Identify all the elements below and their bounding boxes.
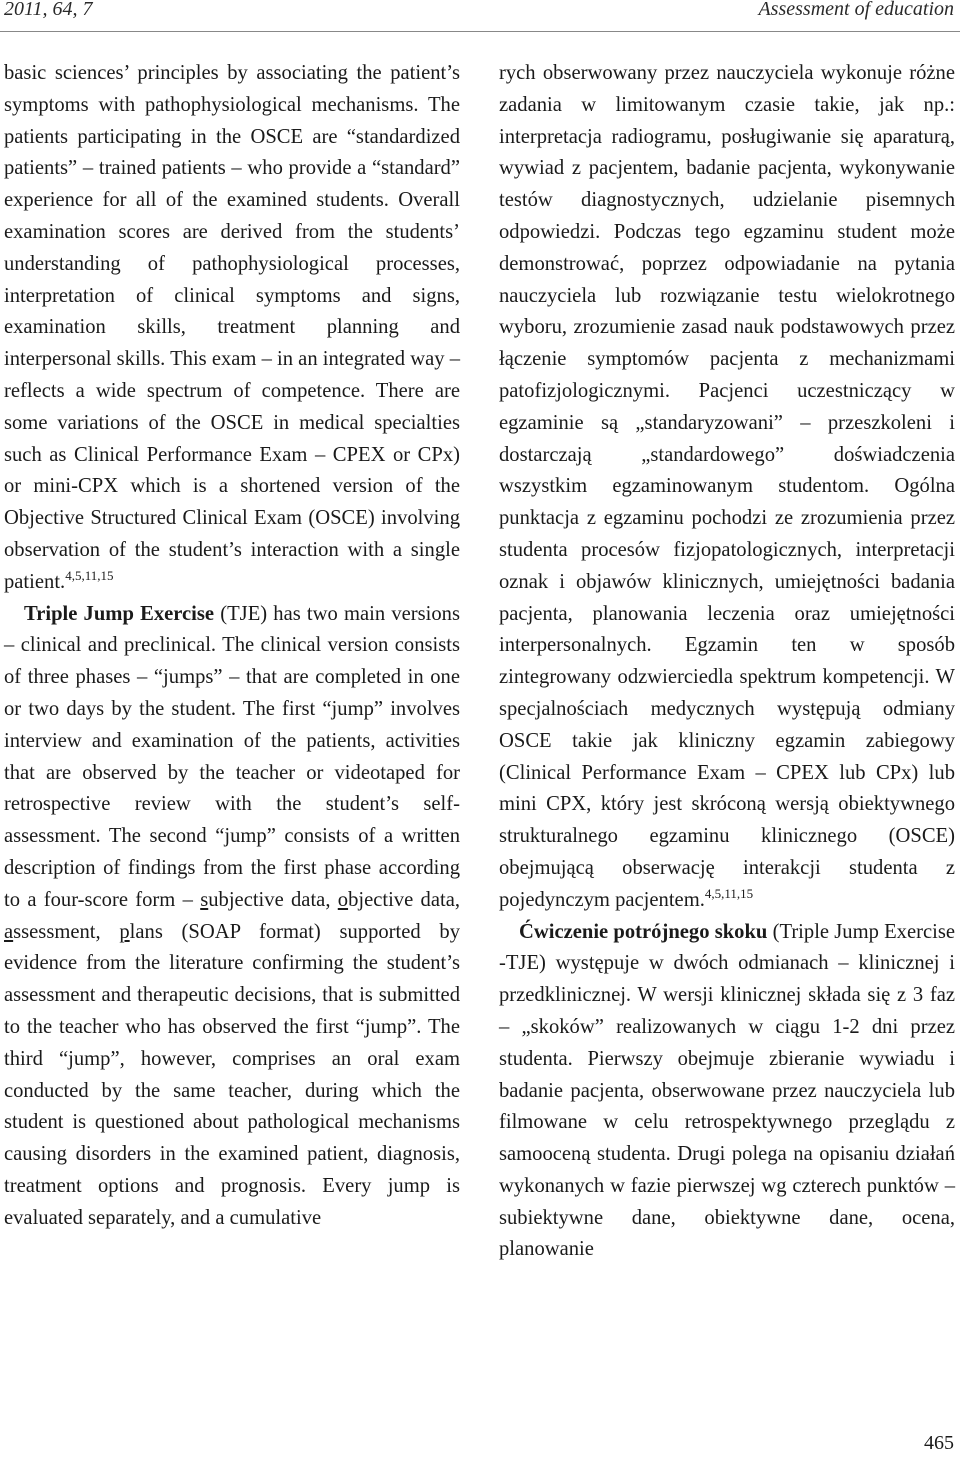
acronym-letter: o <box>337 888 349 911</box>
paragraph <box>499 917 955 1267</box>
right-column <box>499 58 955 1266</box>
journal-issue: 2011, 64, 7 <box>4 0 93 20</box>
paragraph-text: lans (SOAP format) supported by evidence from the literature confirming the student’s assessment and therapeutic decisions, that is submitted to the teacher who has observed the first “jump”. The third “jump”, however, comprises an oral exam conducted by the same teacher, during which the student is questioned about pathological mechanisms causing disorders in the examined patient, diagnosis, treatment options and prognosis. Every jump is evaluated separately, and a cumulative <box>4 920 460 1229</box>
paragraph-text: rych obserwowany przez nauczyciela wykonuje różne zadania w limitowanym czasie takie, jak np.: interpretacja radiogramu, posługiwanie się aparaturą, wywiad z pacjentem, badanie pacjenta, wykonywanie testów diagnostycznych, udzielanie pisemnych odpowiedzi. Podczas tego egzaminu student może demonstrować, poprzez odpowiadanie na pytania nauczyciela lub rozwiązanie testu wielokrotnego wyboru, zrozumienie zasad nauk podstawowych przez łączenie symptomów pacjenta z mechanizmami patofizjologicznymi. Pacjenci uczestniczący w egzaminie są „standaryzowani” – przeszkoleni i dostarczają „standardowego” doświadczenia wszystkim egzaminowanym studentom. Ogólna punktacja z egzaminu pochodzi ze zrozumienia przez studenta procesów fizjopatologicznych, interpretacji oznak i objawów klinicznych, umiejętności badania pacjenta, planowania leczenia oraz umiejętności interpersonalnych. Egzamin ten w sposób zintegrowany odzwierciedla spektrum kompetencji. W specjalnościach medycznych występują odmiany OSCE takie jak kliniczny egzamin zabiegowy (Clinical Performance Exam – CPEX lub CPx) lub mini CPX, który jest skróconą wersją obiektywnego strukturalnego egzaminu klinicznego (OSCE) obejmującą obserwację interakcji studenta z pojedynczym pacjentem. <box>499 62 955 911</box>
acronym-letter: s <box>200 888 209 911</box>
paragraph-text: (TJE) has two main versions – clinical and preclinical. The clinical version consists of three phases – “jumps” – that are completed in one or two days by the student. The first “jump” involves interview and examination of the patients, activities that are observed by the teacher or videotaped for retrospective review with the student’s self-assessment. The second “jump” consists of a written description of findings from the first phase according to a four-score form – <box>4 602 460 911</box>
page-number: 465 <box>924 1432 954 1454</box>
acronym-letter: a <box>4 920 14 943</box>
citation-superscript: 4,5,11,15 <box>65 567 114 583</box>
citation-superscript: 4,5,11,15 <box>704 885 754 901</box>
paragraph <box>4 599 460 1235</box>
paragraph-text: ubjective data, <box>208 888 338 911</box>
term-heading: Triple Jump Exercise <box>24 602 215 625</box>
paragraph <box>4 58 460 599</box>
paragraph-text: bjective data, <box>348 888 460 911</box>
paragraph-text: basic sciences’ principles by associating the patient’s symptoms with pathophysiological mechanisms. The patients participating in the OSCE are “standardized patients” – trained patients – who provide a “standard” experience for all of the examined students. Overall examination scores are derived from the students’ understanding of pathophysiological processes, interpretation of clinical symptoms and signs, examination skills, treatment planning and interpersonal skills. This exam – in an integrated way – reflects a wide spectrum of competence. There are some variations of the OSCE in medical specialties such as Clinical Performance Exam – CPEX or CPx) or mini-CPX which is a shortened version of the Objective Structured Clinical Exam (OSCE) involving observation of the student’s interaction with a single patient. <box>4 62 461 593</box>
acronym-letter: p <box>119 920 130 943</box>
paragraph-text: ssessment, <box>13 920 120 943</box>
section-title: Assessment of education <box>758 0 954 20</box>
paragraph <box>499 58 955 917</box>
paragraph-text: (Triple Jump Exercise -TJE) występuje w dwóch odmianach – klinicznej i przedklinicznej. W wersji klinicznej składa się z 3 faz – „skoków” realizowanych w ciągu 1-2 dni przez studenta. Pierwszy obejmuje zbieranie wywiadu i badanie pacjenta, obserwowane przez nauczyciela lub filmowane w celu retrospektywnego przeglądu z samooceną studenta. Drugi polega na opisaniu działań wykonanych w fazie pierwszej wg czterech punktów – subiektywne dane, obiektywne dane, ocena, planowanie <box>499 920 955 1261</box>
left-column <box>4 58 460 1234</box>
term-heading: Ćwiczenie potrójnego skoku <box>519 920 768 943</box>
header-divider <box>0 31 960 32</box>
